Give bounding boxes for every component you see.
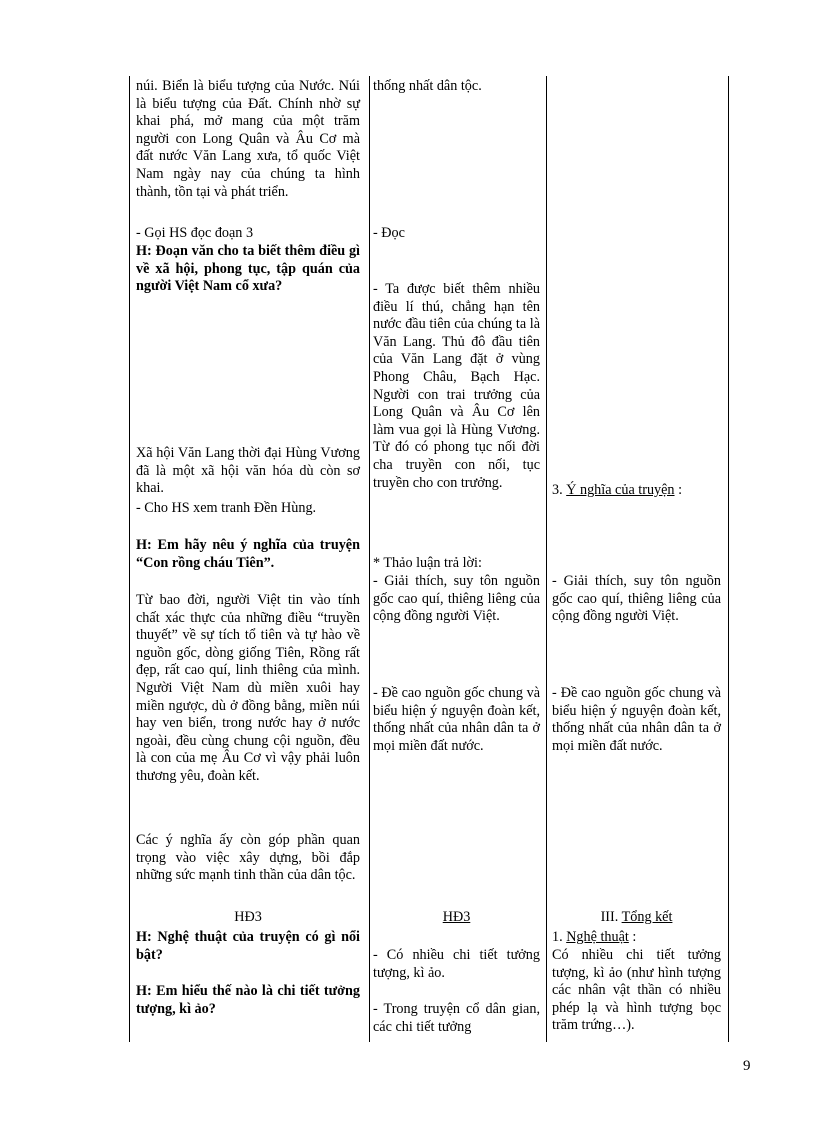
meaning-answer-1: - Giải thích, suy tôn nguồn gốc cao quí, thiêng liêng của cộng đồng người Việt. bbox=[373, 573, 540, 625]
table-border-right bbox=[728, 76, 729, 1042]
question-society: H: Đoạn văn cho ta biết thêm điều gì về xã hội, phong tục, tập quán của người Việt Nam cổ xưa? bbox=[136, 243, 360, 295]
fantasy-answer: - Trong truyện cổ dân gian, các chi tiết tưởng bbox=[373, 1001, 540, 1035]
page-number: 9 bbox=[743, 1058, 751, 1074]
activity-heading: HĐ3 bbox=[234, 909, 262, 925]
teacher-activity-column bbox=[130, 76, 369, 1042]
society-answer: Xã hội Văn Lang thời đại Hùng Vương đã là một xã hội văn hóa dù còn sơ khai. bbox=[136, 445, 360, 497]
discussion-label: * Thảo luận trả lời: bbox=[373, 555, 482, 571]
lesson-content-column bbox=[547, 76, 728, 1042]
summary-heading: III. Tổng kết bbox=[600, 909, 673, 925]
meaning-explanation: Từ bao đời, người Việt tin vào tính chất xác thực của những điều “truyền thuyết” về sự tích tổ tiên và tự hào về nguồn gốc, dòng giống Tiên, Rồng rất đẹp, rất cao quí, linh thiêng của mình. Người Việt Nam dù miền xuôi hay miền ngược, dù ở đồng bằng, miền núi hay ven biển, trong nước hay ở nước ngoài, đều cùng chung cội nguồn, đều là con của mẹ Âu Cơ vì vậy phải luôn thương yêu, đoàn kết. bbox=[136, 592, 360, 784]
question-art: H: Nghệ thuật của truyện có gì nổi bật? bbox=[136, 929, 360, 963]
question-fantasy: H: Em hiểu thế nào là chi tiết tưởng tượng, kì ảo? bbox=[136, 983, 360, 1017]
meaning-point-1: - Giải thích, suy tôn nguồn gốc cao quí, thiêng liêng của cộng đồng người Việt. bbox=[552, 573, 721, 625]
show-picture-instruction: - Cho HS xem tranh Đền Hùng. bbox=[136, 500, 317, 516]
read-instruction: - Gọi HS đọc đoạn 3 bbox=[136, 225, 254, 241]
read-answer: - Đọc bbox=[373, 225, 405, 241]
meaning-point-2: - Đề cao nguồn gốc chung và biểu hiện ý nguyện đoàn kết, thống nhất của nhân dân ta ở mọi miền đất nước. bbox=[552, 685, 721, 754]
student-activity-column bbox=[370, 76, 546, 1042]
intro-paragraph: núi. Biển là biểu tượng của Nước. Núi là biểu tượng của Đất. Chính nhờ sự khai phá, mở mang của một trăm người con Long Quân và Âu Cơ mà đất nước Văn Lang xưa, tổ quốc Việt Nam ngày nay của chúng ta hình thành, tồn tại và phát triển. bbox=[136, 78, 360, 200]
activity-heading: HĐ3 bbox=[442, 909, 471, 925]
art-description: Có nhiều chi tiết tưởng tượng, kì ảo (như hình tượng các nhân vật thần có nhiều phép lạ và hình tượng bọc trăm trứng…). bbox=[552, 947, 721, 1034]
society-student-answer: - Ta được biết thêm nhiều điều lí thú, chẳng hạn tên nước đầu tiên của chúng ta là Văn Lang. Thủ đô đầu tiên của Văn Lang đặt ở vùng Phong Châu, Bạch Hạc. Người con trai trưởng của Long Quân và Âu Cơ lên làm vua gọi là Hùng Vương. Từ đó có phong tục nối đời cha truyền con nối, tục truyền cho con trưởng. bbox=[373, 281, 540, 491]
art-answer: - Có nhiều chi tiết tưởng tượng, kì ảo. bbox=[373, 947, 540, 981]
meaning-answer-2: - Đề cao nguồn gốc chung và biểu hiện ý nguyện đoàn kết, thống nhất của nhân dân ta ở mọi miền đất nước. bbox=[373, 685, 540, 754]
unity-text: thống nhất dân tộc. bbox=[373, 78, 482, 94]
art-heading: 1. Nghệ thuật : bbox=[552, 929, 637, 945]
meaning-conclusion: Các ý nghĩa ấy còn góp phần quan trọng vào việc xây dựng, bồi đắp những sức mạnh tinh thần của dân tộc. bbox=[136, 832, 360, 884]
question-meaning: H: Em hãy nêu ý nghĩa của truyện “Con rồng cháu Tiên”. bbox=[136, 537, 360, 571]
meaning-heading: 3. Ý nghĩa của truyện : bbox=[552, 482, 683, 498]
